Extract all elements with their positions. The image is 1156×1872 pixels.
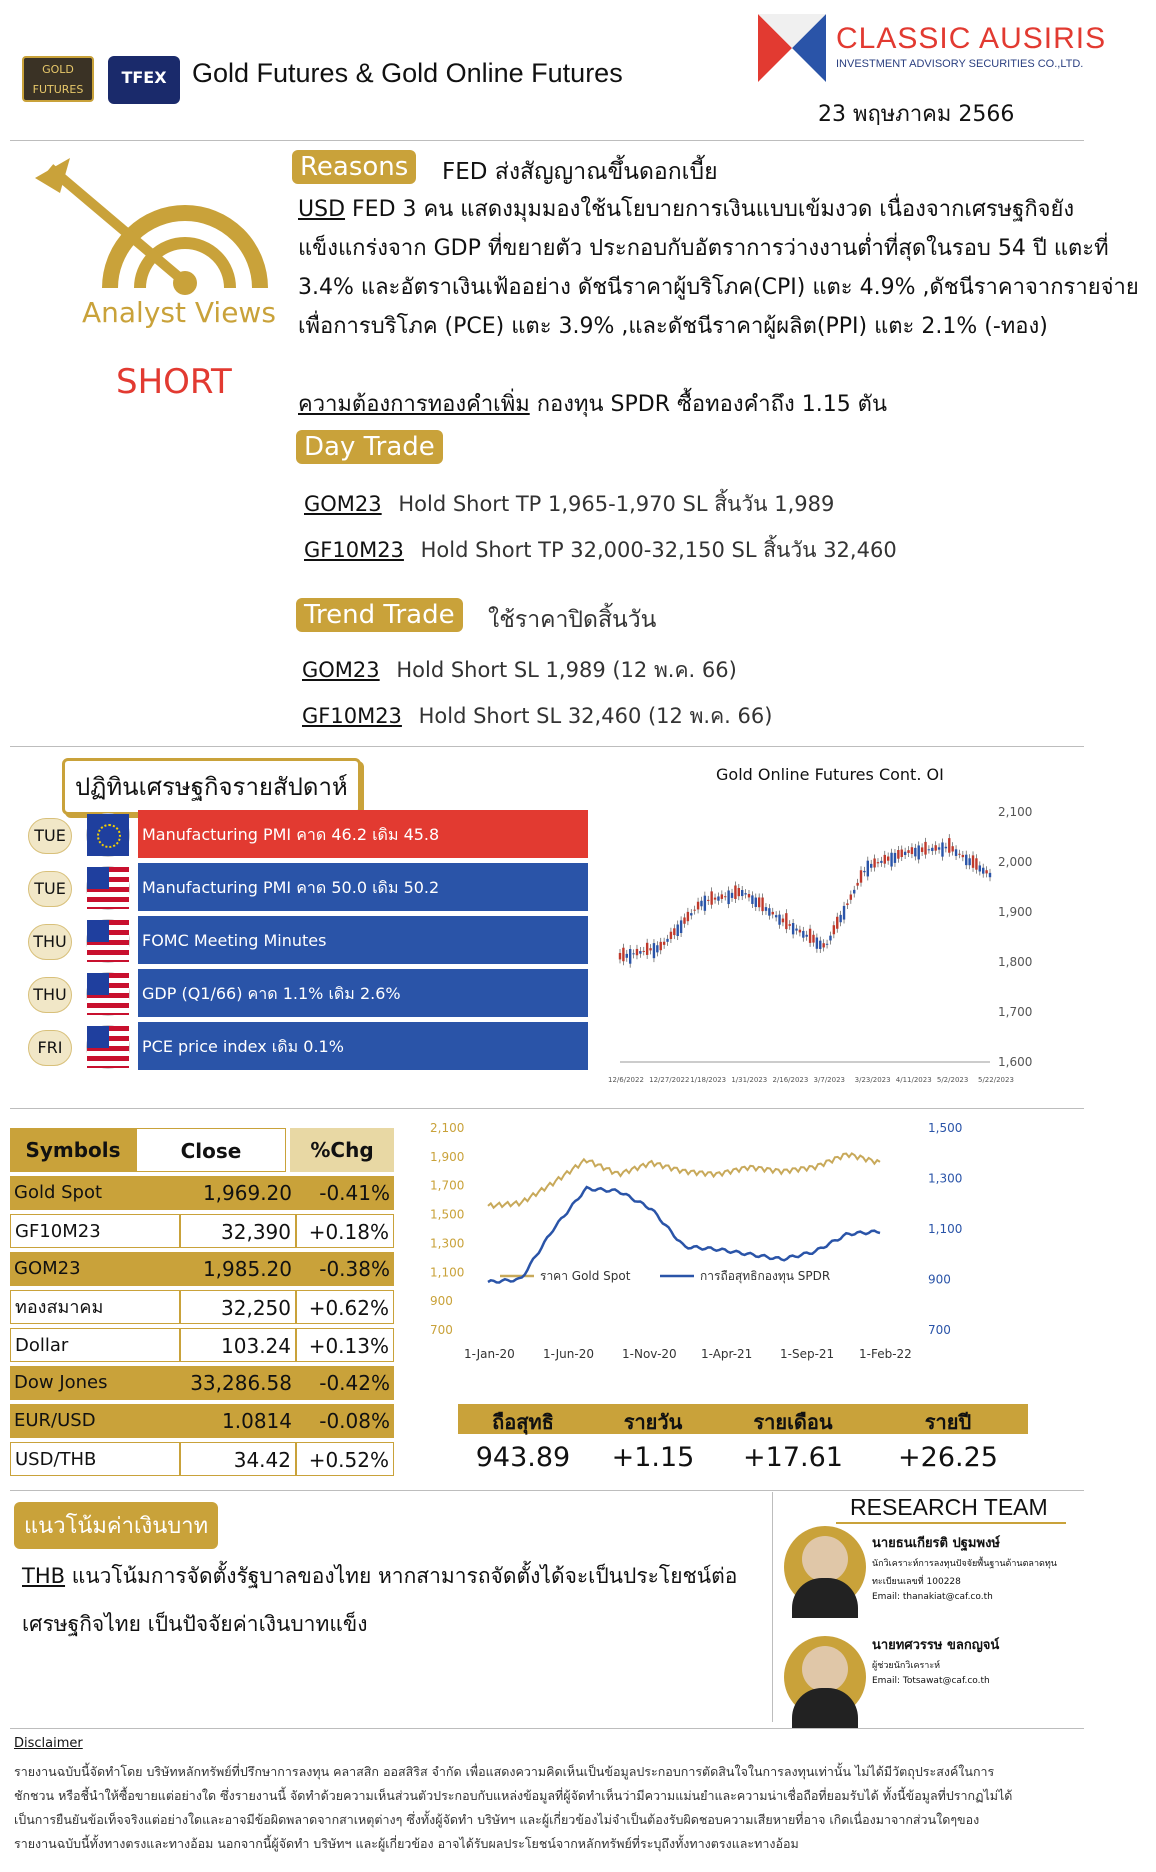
- candle-body: [965, 855, 967, 865]
- researcher-2-role: ผู้ช่วยนักวิเคราะห์: [872, 1661, 941, 1671]
- candle-body: [687, 912, 689, 921]
- x-tick-label: 12/27/2022: [649, 1076, 690, 1084]
- disclaimer-line-2: ชักชวน หรือชี้นำให้ซื้อขายแต่อย่างใด ซึ่งรายงานนี้ จัดทำด้วยความเห็นส่วนตัวประกอบกับแหล่งข้อมูลที่ผู้จัดทำเห็นว่ามีความแม่นยำและความน่าเชื่อถือที่ยอมรับได้ ทั้งนี้ข้อมูลที่ปรากฏไม่ได้: [14, 1788, 1013, 1803]
- x-tick-label: 3/23/2023: [854, 1076, 891, 1084]
- candle-body: [805, 935, 807, 937]
- calendar-title: ปฏิทินเศรษฐกิจรายสัปดาห์: [62, 758, 361, 815]
- x-tick-label: 1-Feb-22: [859, 1347, 912, 1361]
- candle-body: [751, 895, 753, 904]
- candle-body: [677, 925, 679, 936]
- classic-ausiris-logo-icon: [758, 14, 826, 82]
- event-day: TUE: [28, 871, 72, 907]
- y-right-tick-label: 1,300: [928, 1171, 963, 1186]
- trend-trade-line-1: [302, 654, 737, 687]
- y-left-tick-label: 1,100: [430, 1265, 465, 1280]
- disclaimer-title: Disclaimer: [14, 1736, 83, 1751]
- candle-body: [809, 929, 811, 943]
- eu-flag-icon: [86, 813, 130, 857]
- candle-body: [907, 850, 909, 853]
- row-symbol: Dollar: [10, 1328, 180, 1362]
- reasons-tag: Reasons: [292, 150, 416, 184]
- table-row: [10, 1214, 394, 1250]
- candle-body: [822, 943, 824, 947]
- row-chg: -0.42%: [296, 1366, 394, 1400]
- spdr-value-daily: +1.15: [611, 1442, 695, 1473]
- candle-body: [755, 898, 757, 907]
- event-bar: FOMC Meeting Minutes: [138, 916, 588, 966]
- researcher-2-name: นายทศวรรษ ขลกญจน์: [872, 1638, 1000, 1653]
- y-left-tick-label: 1,300: [430, 1236, 465, 1251]
- candle-body: [948, 838, 950, 853]
- report-date: 23 พฤษภาคม 2566: [818, 102, 1015, 127]
- candle-body: [724, 896, 726, 897]
- brand-subtitle: INVESTMENT ADVISORY SECURITIES CO.,LTD.: [836, 58, 1084, 70]
- candle-body: [941, 842, 943, 856]
- us-flag-icon: [86, 919, 130, 963]
- candle-body: [989, 873, 991, 877]
- candle-body: [918, 845, 920, 859]
- tfex-logo: [108, 56, 180, 104]
- y-tick-label: 1,700: [998, 1005, 1033, 1019]
- candle-body: [663, 942, 665, 945]
- candle-body: [656, 945, 658, 952]
- gold-futures-logo: [22, 56, 94, 102]
- candle-body: [826, 944, 828, 945]
- candle-body: [846, 903, 848, 905]
- usd-key: USD: [298, 197, 346, 222]
- trend-trade-tag: Trend Trade: [296, 598, 463, 632]
- candle-body: [951, 846, 953, 851]
- y-tick-label: 1,900: [998, 905, 1033, 919]
- table-row: [10, 1252, 394, 1288]
- disclaimer-line-4: รายงานฉบับนี้ทั้งทางตรงและทางอ้อม นอกจากนี้ผู้จัดทำ บริษัทฯ และผู้เกี่ยวข้อง อาจได้รับผลประโยชน์จากหลักทรัพย์ที่ระบุถึงทั้งทางตรงและทางอ้อม: [14, 1836, 799, 1851]
- x-tick-label: 1-Apr-21: [701, 1347, 753, 1361]
- row-chg: +0.18%: [296, 1214, 394, 1248]
- day-trade-text-2: Hold Short TP 32,000-32,150 SL สิ้นวัน 32,460: [420, 538, 897, 562]
- candle-body: [683, 917, 685, 923]
- row-close: 32,250: [180, 1290, 296, 1324]
- candle-body: [853, 890, 855, 894]
- candle-body: [931, 848, 933, 851]
- event-bar: Manufacturing PMI คาด 46.2 เดิม 45.8: [138, 810, 588, 860]
- candle-body: [839, 915, 841, 922]
- row-close: 1,969.20: [180, 1176, 296, 1210]
- x-tick-label: 1-Jun-20: [543, 1347, 594, 1361]
- candle-body: [792, 923, 794, 934]
- candle-body: [775, 915, 777, 917]
- candle-body: [744, 893, 746, 894]
- y-left-tick-label: 1,900: [430, 1149, 465, 1164]
- row-chg: -0.38%: [296, 1252, 394, 1286]
- event-bar: PCE price index เดิม 0.1%: [138, 1022, 588, 1072]
- y-right-tick-label: 700: [928, 1323, 951, 1337]
- day-trade-tag: Day Trade: [296, 430, 443, 464]
- y-tick-label: 2,100: [998, 805, 1033, 819]
- day-trade-line-1: [304, 488, 834, 521]
- researcher-2-email: Email: Totsawat@caf.co.th: [872, 1676, 990, 1686]
- event-day: THU: [28, 977, 72, 1013]
- table-row: [10, 1404, 394, 1440]
- event-bar: Manufacturing PMI คาด 50.0 เดิม 50.2: [138, 863, 588, 913]
- candle-body: [673, 928, 675, 935]
- candle-body: [911, 847, 913, 854]
- event-day: THU: [28, 924, 72, 960]
- spdr-header-monthly: รายเดือน: [753, 1410, 833, 1434]
- candle-body: [968, 858, 970, 865]
- spdr-header-daily: รายวัน: [623, 1410, 683, 1434]
- y-right-tick-label: 1,500: [928, 1121, 963, 1135]
- candle-body: [890, 853, 892, 867]
- candle-body: [955, 849, 957, 856]
- row-symbol: Dow Jones: [10, 1366, 180, 1400]
- candle-body: [802, 931, 804, 938]
- trend-trade-line-2: [302, 700, 772, 733]
- candle-body: [765, 907, 767, 911]
- candle-body: [758, 897, 760, 907]
- candle-body: [904, 852, 906, 855]
- table-row: [10, 1328, 394, 1364]
- candle-body: [799, 930, 801, 933]
- candle-body: [975, 858, 977, 869]
- y-left-tick-label: 900: [430, 1294, 453, 1309]
- candle-body: [693, 910, 695, 911]
- candle-body: [649, 948, 651, 950]
- y-right-tick-label: 900: [928, 1272, 951, 1287]
- baht-text-2: เศรษฐกิจไทย เป็นปัจจัยค่าเงินบาทแข็ง: [22, 1612, 368, 1636]
- row-close: 1,985.20: [180, 1252, 296, 1286]
- candle-body: [979, 865, 981, 871]
- table-row: [10, 1366, 394, 1402]
- candle-body: [639, 951, 641, 954]
- disclaimer-line-1: รายงานฉบับนี้จัดทำโดย บริษัทหลักทรัพย์ที่ปรึกษาการลงทุน คลาสสิก ออสสิริส จำกัด เพื่อแสดงความคิดเห็นเป็นข้อมูลประกอบการตัดสินใจในการลงทุนเท่านั้น ไม่ได้มีวัตถุประสงค์ในการ: [14, 1764, 995, 1779]
- candle-body: [636, 949, 638, 955]
- candle-body: [816, 938, 818, 949]
- candle-body: [873, 858, 875, 867]
- candle-body: [721, 894, 723, 899]
- x-tick-label: 1-Sep-21: [780, 1347, 835, 1361]
- candle-body: [622, 948, 624, 961]
- candle-body: [632, 953, 634, 954]
- candle-body: [653, 943, 655, 958]
- candle-body: [660, 942, 662, 950]
- x-tick-label: 1/18/2023: [690, 1076, 727, 1084]
- x-tick-label: 2/16/2023: [772, 1076, 809, 1084]
- dart-target-icon: [30, 148, 270, 298]
- researcher-1-role: นักวิเคราะห์การลงทุนปัจจัยพื้นฐานด้านตลาดทุน: [872, 1559, 1057, 1569]
- reasons-usd-paragraph: [298, 190, 1148, 346]
- x-tick-label: 12/6/2022: [608, 1076, 644, 1084]
- research-team-title: RESEARCH TEAM: [850, 1494, 1048, 1520]
- candle-body: [714, 898, 716, 900]
- trend-trade-note: ใช้ราคาปิดสิ้นวัน: [488, 607, 657, 633]
- row-chg: -0.08%: [296, 1404, 394, 1438]
- y-right-tick-label: 1,100: [928, 1222, 963, 1236]
- analyst-views-label: Analyst Views: [82, 296, 276, 329]
- analyst-view-signal: SHORT: [116, 362, 232, 402]
- usd-text: FED 3 คน แสดงมุมมองใช้นโยบายการเงินแบบเข้มงวด เนื่องจากเศรษฐกิจยังแข็งแกร่งจาก GDP ที่ขยายตัว ประกอบกับอัตราการว่างงานต่ำที่สุดในรอบ 54 ปี แตะที่ 3.4% และอัตราเงินเฟ้ออย่าง ดัชนีราคาผู้บริโภค(CPI) แตะ 4.9% ,ดัชนีราคาจากรายจ่ายเพื่อการบริโภค (PCE) แตะ 3.9% ,และดัชนีราคาผู้ผลิต(PPI) แตะ 2.1% (-ทอง): [298, 197, 1139, 339]
- us-flag-icon: [86, 1025, 130, 1069]
- candle-body: [833, 925, 835, 934]
- researcher-1-name: นายธนเกียรติ ปฐมพงษ์: [872, 1536, 1000, 1551]
- trend-trade-text-2: Hold Short SL 32,460 (12 พ.ค. 66): [418, 704, 773, 728]
- researcher-1-reg: ทะเบียนเลขที่ 100228: [872, 1577, 961, 1587]
- candle-body: [887, 857, 889, 861]
- candle-body: [924, 842, 926, 855]
- candle-body: [761, 898, 763, 912]
- us-flag-icon: [86, 866, 130, 910]
- row-symbol: Gold Spot: [10, 1176, 180, 1210]
- candle-body: [748, 894, 750, 897]
- baht-text-1: แนวโน้มการจัดตั้งรัฐบาลของไทย หากสามารถจัดตั้งได้จะเป็นประโยชน์ต่อ: [71, 1564, 738, 1588]
- candle-body: [928, 849, 930, 850]
- table-row: [10, 1442, 394, 1478]
- baht-tag: แนวโน้มค่าเงินบาท: [14, 1502, 218, 1549]
- candle-body: [690, 913, 692, 915]
- spdr-value-yearly: +26.25: [898, 1442, 998, 1473]
- row-chg: +0.13%: [296, 1328, 394, 1362]
- candle-body: [812, 935, 814, 943]
- gold-futures-logo-text: GOLD FUTURES: [32, 63, 84, 96]
- spdr-value-monthly: +17.61: [743, 1442, 843, 1473]
- candle-body: [772, 912, 774, 915]
- candle-body: [704, 896, 706, 911]
- candle-body: [829, 936, 831, 941]
- day-trade-line-2: [304, 534, 897, 567]
- row-symbol: GF10M23: [10, 1214, 180, 1248]
- candle-body: [938, 847, 940, 849]
- candle-body: [741, 890, 743, 896]
- day-trade-text-1: Hold Short TP 1,965-1,970 SL สิ้นวัน 1,989: [398, 492, 835, 516]
- candle-body: [734, 885, 736, 898]
- candle-body: [884, 855, 886, 864]
- candle-body: [962, 855, 964, 857]
- gold-spdr-chart: [430, 1120, 1020, 1380]
- disclaimer-body: [14, 1760, 1144, 1856]
- candle-body: [819, 941, 821, 949]
- candle-body: [945, 847, 947, 849]
- candle-body: [789, 924, 791, 926]
- day-trade-code-1: GOM23: [304, 492, 382, 516]
- candle-body: [727, 890, 729, 904]
- candle-body: [863, 871, 865, 872]
- candle-body: [880, 861, 882, 863]
- candle-body: [877, 862, 879, 863]
- row-chg: -0.41%: [296, 1176, 394, 1210]
- x-tick-label: 1-Nov-20: [622, 1347, 677, 1361]
- calendar-event: [28, 916, 588, 966]
- x-tick-label: 5/2/2023: [936, 1076, 969, 1084]
- candle-body: [717, 896, 719, 900]
- x-tick-label: 1-Jan-20: [464, 1347, 515, 1361]
- candle-body: [850, 894, 852, 899]
- candle-body: [680, 920, 682, 933]
- baht-paragraph: [22, 1552, 762, 1648]
- researcher-2-avatar: [784, 1636, 866, 1718]
- candle-body: [710, 891, 712, 904]
- spdr-value-net: 943.89: [475, 1442, 571, 1473]
- candle-body: [646, 943, 648, 955]
- row-chg: +0.62%: [296, 1290, 394, 1324]
- candle-body: [860, 870, 862, 882]
- event-bar: GDP (Q1/66) คาด 1.1% เดิม 2.6%: [138, 969, 588, 1019]
- candle-body: [867, 861, 869, 877]
- event-day: TUE: [28, 818, 72, 854]
- candle-body: [626, 954, 628, 958]
- candle-body: [795, 929, 797, 931]
- brand-name: CLASSIC AUSIRIS: [836, 22, 1107, 55]
- y-tick-label: 1,800: [998, 955, 1033, 969]
- market-header-chg: %Chg: [290, 1128, 394, 1172]
- candle-body: [870, 864, 872, 868]
- event-day: FRI: [28, 1030, 72, 1066]
- spdr-table: [458, 1404, 1028, 1484]
- candle-body: [982, 868, 984, 874]
- row-close: 32,390: [180, 1214, 296, 1248]
- demand-text: กองทุน SPDR ซื้อทองคำถึง 1.15 ตัน: [536, 392, 888, 417]
- thb-key: THB: [22, 1564, 66, 1588]
- candle-body: [985, 870, 987, 873]
- x-tick-label: 1/31/2023: [731, 1076, 768, 1084]
- market-header-symbols: Symbols: [10, 1128, 136, 1172]
- y-left-tick-label: 1,500: [430, 1207, 465, 1222]
- x-tick-label: 4/11/2023: [895, 1076, 932, 1084]
- spdr-header-net: ถือสุทธิ: [492, 1410, 554, 1434]
- reasons-demand-paragraph: [298, 385, 1148, 424]
- candle-body: [958, 854, 960, 855]
- candle-body: [619, 953, 621, 959]
- disclaimer-line-3: เป็นการยืนยันข้อเท็จจริงแต่อย่างใดและอาจมีข้อผิดพลาดจากสาเหตุต่างๆ ซึ่งทั้งผู้จัดทำ บริษัทฯ และผู้เกี่ยวข้องไม่จำเป็นต้องรับผิดชอบความเสียหายที่อาจ เกิดเนื่องมาจากส่วนใดๆของ: [14, 1812, 980, 1827]
- candle-body: [843, 906, 845, 920]
- candle-body: [670, 932, 672, 939]
- calendar-event: [28, 863, 588, 913]
- page-title: Gold Futures & Gold Online Futures: [192, 58, 623, 88]
- candle-body: [738, 888, 740, 896]
- y-left-tick-label: 1,700: [430, 1178, 465, 1193]
- candle-body: [856, 883, 858, 886]
- row-close: 34.42: [180, 1442, 296, 1476]
- y-tick-label: 2,000: [998, 855, 1033, 869]
- candle-body: [629, 949, 631, 964]
- reasons-headline: FED ส่งสัญญาณขึ้นดอกเบี้ย: [442, 159, 718, 185]
- candle-body: [768, 908, 770, 915]
- trend-trade-code-1: GOM23: [302, 658, 380, 682]
- candle-body: [894, 853, 896, 863]
- candle-body: [897, 850, 899, 859]
- day-trade-code-2: GF10M23: [304, 538, 404, 562]
- candle-body: [934, 845, 936, 850]
- gold-spot-line: [488, 1153, 880, 1207]
- researcher-1-email: Email: thanakiat@caf.co.th: [872, 1592, 993, 1602]
- candle-body: [700, 901, 702, 907]
- candle-body: [643, 951, 645, 952]
- row-close: 103.24: [180, 1328, 296, 1362]
- calendar-event: [28, 810, 588, 860]
- calendar-event: [28, 1022, 588, 1072]
- candle-body: [666, 939, 668, 942]
- oi-chart: [608, 800, 1033, 1092]
- y-left-tick-label: 2,100: [430, 1121, 465, 1135]
- row-symbol: ทองสมาคม: [10, 1290, 180, 1324]
- legend-label: การถือสุทธิกองทุน SPDR: [700, 1269, 831, 1283]
- x-tick-label: 3/7/2023: [813, 1076, 846, 1084]
- oi-chart-title: Gold Online Futures Cont. OI: [716, 765, 944, 784]
- market-header-close: Close: [136, 1128, 286, 1172]
- candle-body: [697, 902, 699, 910]
- candle-body: [731, 893, 733, 898]
- legend-label: ราคา Gold Spot: [540, 1269, 631, 1283]
- tfex-logo-text: TFEX: [121, 68, 167, 87]
- y-tick-label: 1,600: [998, 1055, 1033, 1069]
- row-chg: +0.52%: [296, 1442, 394, 1476]
- table-row: [10, 1290, 394, 1326]
- demand-key: ความต้องการทองคำเพิ่ม: [298, 392, 530, 417]
- table-row: [10, 1176, 394, 1212]
- trend-trade-code-2: GF10M23: [302, 704, 402, 728]
- us-flag-icon: [86, 972, 130, 1016]
- spdr-header-yearly: รายปี: [924, 1410, 972, 1434]
- candle-body: [914, 848, 916, 857]
- candle-body: [972, 855, 974, 867]
- x-tick-label: 5/22/2023: [978, 1076, 1014, 1084]
- row-close: 1.0814: [180, 1404, 296, 1438]
- candle-body: [921, 847, 923, 852]
- candle-body: [901, 850, 903, 857]
- calendar-event: [28, 969, 588, 1019]
- y-left-tick-label: 700: [430, 1323, 453, 1337]
- row-symbol: USD/THB: [10, 1442, 180, 1476]
- row-symbol: GOM23: [10, 1252, 180, 1286]
- trend-trade-text-1: Hold Short SL 1,989 (12 พ.ค. 66): [396, 658, 737, 682]
- row-symbol: EUR/USD: [10, 1404, 180, 1438]
- row-close: 33,286.58: [180, 1366, 296, 1400]
- candle-body: [778, 915, 780, 925]
- candle-body: [785, 913, 787, 929]
- candle-body: [836, 917, 838, 929]
- candle-body: [782, 919, 784, 923]
- candle-body: [707, 900, 709, 901]
- researcher-1-avatar: [784, 1526, 866, 1608]
